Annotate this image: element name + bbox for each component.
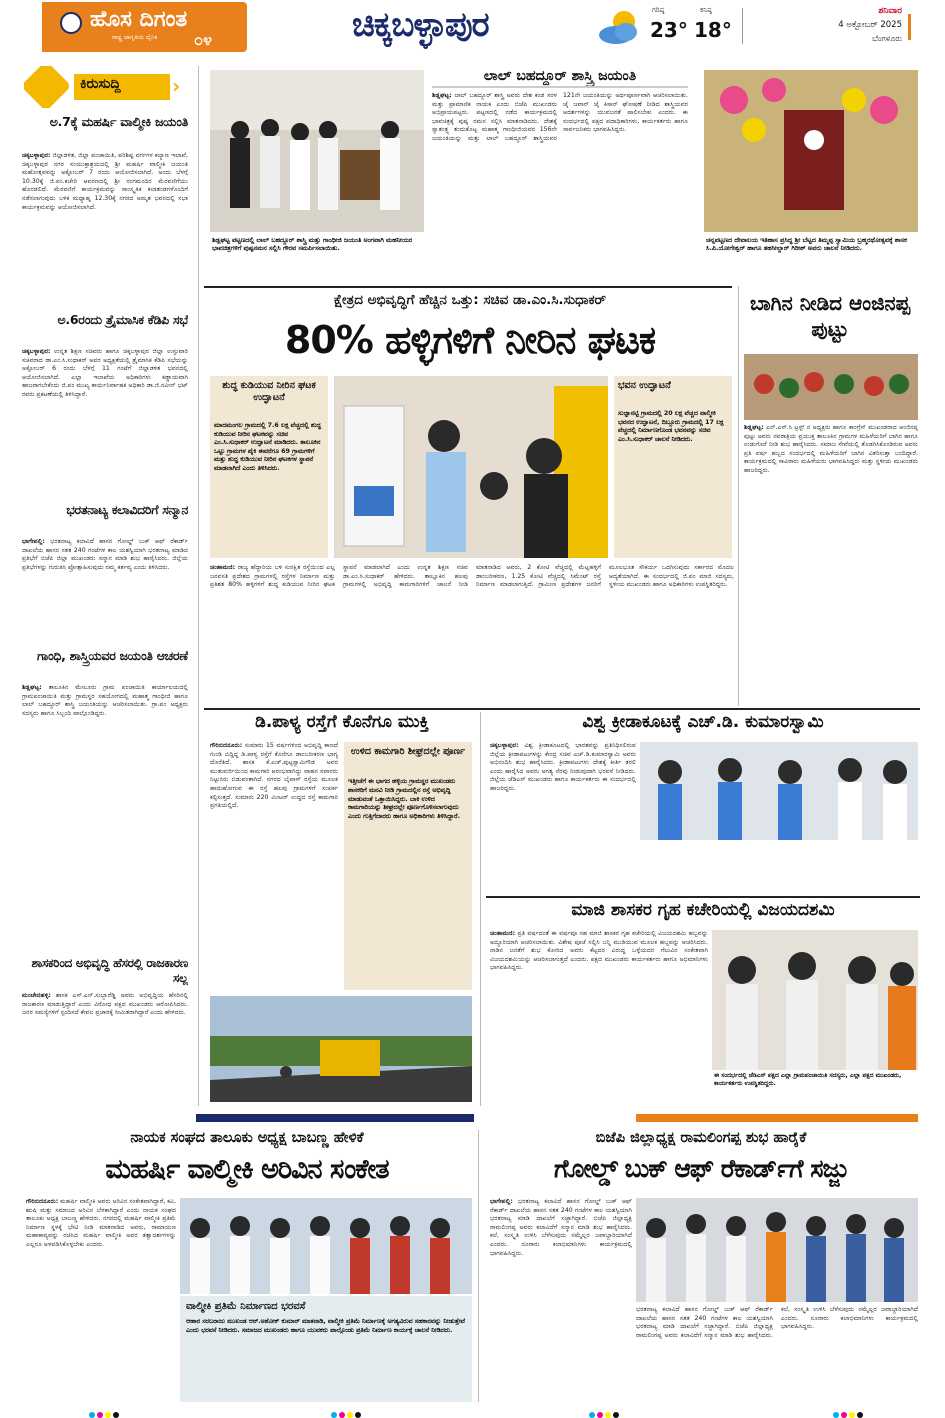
photo-shastri-jayanti [210, 70, 424, 232]
brief-body [22, 684, 188, 944]
photo-dasara-office [712, 930, 918, 1070]
finger-icon [24, 66, 71, 108]
story-dateline: ಗೌರಿಬಿದನೂರು: [26, 1198, 59, 1205]
story-text: ವಿಶ್ವ ಕ್ರೀಡಾಕೂಟದಲ್ಲಿ ಭಾರತವನ್ನು ಪ್ರತಿನಿಧಿಸಲಿರುವ ಜಿಲ್ಲೆಯ ಕ್ರೀಡಾಪಟುಗಳನ್ನು ಕೇಂದ್ರ ಸಚಿವ ಎಚ್.ಡಿ.ಕುಮಾರಸ್ವಾಮಿ ಅವರು ಅಭಿನಂದಿಸಿ ಶುಭ ಹಾರೈಸಿದರು. ಕ್ರೀಡಾಪಟುಗಳು ದೇಶಕ್ಕೆ ಕೀರ್ತಿ ತರಲಿ ಎಂದು ಹಾರೈಸಿದ ಅವರು ಅಗತ್ಯ ನೆರವು ನೀಡುವುದಾಗಿ ಭರವಸೆ ನೀಡಿದರು. ಜಿಲ್ಲೆಯ ಜೆಡಿಎಸ್ ಮುಖಂಡರು ಹಾಗೂ ಕಾರ್ಯಕರ್ತರು ಈ ಸಂದರ್ಭದಲ್ಲಿ ಹಾಜರಿದ್ದರು. [490, 742, 636, 792]
valmiki-box [180, 1296, 472, 1402]
issue-day: ಶನಿವಾರ [878, 6, 902, 16]
bottom-right-body-left [490, 1198, 632, 1402]
brief-1 [22, 114, 188, 304]
brief-title: ಶಾಸಕರಿಂದ ಅಭಿವೃದ್ಧಿ ಹೆಸರಲ್ಲಿ ರಾಜಕಾರಣ ಸಲ್ಲ [31, 956, 188, 985]
brief-2 [22, 312, 188, 492]
photo-sports-kumaraswamy [640, 742, 918, 840]
lead-box-water-unit [210, 376, 328, 558]
brief-body [22, 152, 188, 302]
photo-temple-chariot [704, 70, 918, 232]
masthead-side-bar [908, 14, 911, 40]
brief-title: ಭರತನಾಟ್ಯ ಕಲಾವಿದರಿಗೆ ಸನ್ಮಾನ [66, 502, 188, 517]
brief-body [22, 538, 188, 646]
sidebar [22, 66, 192, 1106]
brief-body [22, 992, 188, 1102]
road-box [344, 742, 472, 990]
brief-text: ಶಾಸಕ ಎಸ್.ಎನ್.ಸುಬ್ಬಾರೆಡ್ಡಿ ಅವರು ಅಭಿವೃದ್ಧಿಯ ಹೆಸರಿನಲ್ಲಿ ರಾಜಕಾರಣ ಮಾಡುತ್ತಿದ್ದಾರೆ ಎಂದು ವಿರೋಧ ಪಕ್ಷದ ಮುಖಂಡರು ಆರೋಪಿಸಿದರು. ಜನರ ಸಮಸ್ಯೆಗಳಿಗೆ ಸ್ಪಂದಿಸದೆ ಕೇವಲ ಪ್ರಚಾರಕ್ಕೆ ಸೀಮಿತರಾಗಿದ್ದಾರೆ ಎಂದು ಹೇಳಿದರು. [22, 992, 188, 1017]
brief-text: ತಾಲೂಕಿನ ಮೇಲೂರು ಗ್ರಾಮ ಪಂಚಾಯಿತಿ ಕಾರ್ಯಾಲಯದಲ್ಲಿ ಗ್ರಾಮಪಂಚಾಯಿತಿ ಮತ್ತು ಗ್ರಾಮಸ್ಥರ ಸಹಯೋಗದಲ್ಲಿ ಮಹಾತ್ಮ ಗಾಂಧೀಜಿ ಹಾಗೂ ಲಾಲ್ ಬಹದ್ದೂರ್ ಶಾಸ್ತ್ರಿ ಜಯಂತಿಯನ್ನು ಆಚರಿಸಲಾಯಿತು. ಗ್ರಾ.ಪಂ ಅಧ್ಯಕ್ಷರು ಸದಸ್ಯರು ಹಾಗೂ ಸಿಬ್ಬಂದಿ ಪಾಲ್ಗೊಂಡಿದ್ದರು. [22, 684, 188, 717]
section-band-right [636, 1114, 918, 1122]
photo-road-work [210, 996, 472, 1102]
brief-dateline: ಮಂಚೇನಹಳ್ಳಿ: [22, 992, 51, 999]
right-column-divider [738, 286, 739, 706]
headline-shastri: ಲಾಲ್ ಬಹದ್ದೂರ್ ಶಾಸ್ತ್ರಿ ಜಯಂತಿ [432, 68, 688, 88]
box-title: ಉಳಿದ ಕಾಮಗಾರಿ ಶೀಘ್ರದಲ್ಲೇ ಪೂರ್ಣ [350, 746, 466, 757]
story-text: ರಾಜ್ಯ ಹೆದ್ದಾರಿಯ ಬಳಿ ಸುರಕ್ಷಿತ ರಸ್ತೆಯಿಂದ ಎಲ್ಲ ಜನವಸತಿ ಪ್ರದೇಶದ ಗ್ರಾಮಗಳಲ್ಲಿ ರಸ್ತೆಗಳ ನಿರ್ಮಾಣ ಮತ್ತು ಪ್ರತಿಶತ 80% ಹಳ್ಳಿಗಳಿಗೆ ಶುದ್ಧ ಕುಡಿಯುವ ನೀರಿನ ಘಟಕ ಸ್ಥಾಪನೆ ಮಾಡಲಾಗಿದೆ ಎಂದು ಉನ್ನತ ಶಿಕ್ಷಣ ಸಚಿವ ಡಾ.ಎಂ.ಸಿ.ಸುಧಾಕರ್ ಹೇಳಿದರು. ತಾಲ್ಲೂಕಿನ ಹಲವು ಗ್ರಾಮಗಳಲ್ಲಿ ಅಭಿವೃದ್ಧಿ ಕಾಮಗಾರಿಗಳಿಗೆ ಚಾಲನೆ ನೀಡಿ ಮಾತನಾಡಿದ ಅವರು, 2 ಕೋಟಿ ವೆಚ್ಚದಲ್ಲಿ ಮೆಟ್ಲಹಳ್ಳಿಗೆ ಡಾಂಬರೀಕರಣ, 1.25 ಕೋಟಿ ವೆಚ್ಚದಲ್ಲಿ ಸಿಮೆಂಟ್ ರಸ್ತೆ ನಿರ್ಮಾಣ ಮಾಡಲಾಗುತ್ತಿದೆ. ಗ್ರಾಮೀಣ ಪ್ರದೇಶಗಳ ಜನರಿಗೆ ಮೂಲಭೂತ ಸೌಕರ್ಯ ಒದಗಿಸುವುದು ಸರ್ಕಾರದ ಮೊದಲ ಆದ್ಯತೆಯಾಗಿದೆ. ಈ ಸಂದರ್ಭದಲ್ಲಿ ಜಿ.ಪಂ ಮಾಜಿ ಸದಸ್ಯರು, ಸ್ಥಳೀಯ ಮುಖಂಡರು ಹಾಗೂ ಅಧಿಕಾರಿಗಳು ಉಪಸ್ಥಿತರಿದ್ದರು. [210, 564, 734, 589]
brief-dateline: ಭಾಗೇಪಲ್ಲಿ: [22, 538, 45, 545]
caption-shastri-photo: ಶಿಡ್ಲಘಟ್ಟ ಪಟ್ಟಣದಲ್ಲಿ ಲಾಲ್ ಬಹದ್ದೂರ್ ಶಾಸ್ತ್ರಿ ಮತ್ತು ಗಾಂಧೀಜಿ ಜಯಂತಿ ಅಂಗವಾಗಿ ಮಹನೀಯರ ಭಾವಚಿತ್ರಗಳಿಗೆ ಪುಷ್ಪನಮನ ಸಲ್ಲಿಸಿ ಗೌರವ ಸಮರ್ಪಿಸಲಾಯಿತು. [212, 236, 413, 253]
story-road-body [210, 742, 338, 990]
story-dateline: ಶಿಡ್ಲಘಟ್ಟ: [432, 92, 452, 99]
bottom-right-kicker: ಬಿಜೆಪಿ ಜಿಲ್ಲಾಧ್ಯಕ್ಷ ರಾಮಲಿಂಗಪ್ಪ ಶುಭ ಹಾರೈಕೆ [595, 1130, 807, 1146]
brief-text: ಜಿಲ್ಲಾಡಳಿತ, ಜಿಲ್ಲಾ ಪಂಚಾಯಿತಿ, ಪರಿಶಿಷ್ಟ ವರ್ಗಗಳ ಕಲ್ಯಾಣ ಇಲಾಖೆ, ಚಿಕ್ಕಬಳ್ಳಾಪುರ ನಗರ ಸಂಯುಕ್ತಾಶ್ರಯದಲ್ಲಿ ಶ್ರೀ ಮಹರ್ಷಿ ವಾಲ್ಮೀಕಿ ಜಯಂತಿ ಮಹೋತ್ಸವವನ್ನು ಅಕ್ಟೋಬರ್ 7 ರಂದು ಆಯೋಜಿಸಲಾಗಿದೆ. ಅಂದು ಬೆಳಗ್ಗೆ 10.30ಕ್ಕೆ ಜಿ.ಪಂ.ಕಚೇರಿ ಆವರಣದಲ್ಲಿ ಶ್ರೀ ರಂಗಮಂದಿರ ಮೆರವಣಿಗೆಯು ಹೊರಡಲಿದೆ. ಮೆರವಣಿಗೆ ಕಾರ್ಯಕ್ರಮವನ್ನು ಸಾಂಸ್ಕೃತಿಕ ಕಲಾತಂಡಗಳೊಂದಿಗೆ ನಡೆಸಲಾಗುವುದು ಬಳಿಕ ಮಧ್ಯಾಹ್ನ 12.30ಕ್ಕೆ ನಗರದ ಅಮೃತ ಭವನದಲ್ಲಿ ಸಭಾ ಕಾರ್ಯಕ್ರಮವನ್ನು ಆಯೋಜಿಸಲಾಗಿದೆ. [22, 152, 188, 211]
story-dateline: ಚಿಕ್ಕಬಳ್ಳಾಪುರ: [490, 742, 519, 749]
bottom-right-headline: ಗೋಲ್ಡ್ ಬುಕ್ ಆಫ್ ರೆಕಾರ್ಡ್‌ಗೆ ಸಜ್ಜು [554, 1154, 848, 1183]
story-text: ಭರತನಾಟ್ಯ ಕಲಾವಿದೆ ಹಾಸನ ಗೋಲ್ಡ್ ಬುಕ್ ಆಫ್ ರೆಕಾರ್ಡ್ ದಾಖಲೆಯ ಹಾಸನ ಸತತ 240 ಗಂಟೆಗಳ ಕಾಲ ಯಶಸ್ವಿಯಾಗಿ ಭರತನಾಟ್ಯ ಮಾಡಿ ದಾಖಲೆಗೆ ಸಜ್ಜಾಗಿದ್ದಾರೆ. ಬಿಜೆಪಿ ಜಿಲ್ಲಾಧ್ಯಕ್ಷ ರಾಮಲಿಂಗಪ್ಪ ಅವರು ಕಲಾವಿದೆಗೆ ಸನ್ಮಾನ ಮಾಡಿ ಶುಭ ಹಾರೈಸಿದರು. ಕಲೆ, ಸಂಸ್ಕೃತಿ ಉಳಿಸಿ ಬೆಳೆಸುವುದು ನಮ್ಮೆಲ್ಲರ ಜವಾಬ್ದಾರಿಯಾಗಿದೆ ಎಂದರು. ನೂರಾರು ಕಲಾಭಿಮಾನಿಗಳು ಕಾರ್ಯಕ್ರಮದಲ್ಲಿ ಭಾಗವಹಿಸಿದ್ದರು. [490, 1198, 632, 1257]
story-dateline: ಚಿಂತಾಮಣಿ: [490, 930, 516, 937]
masthead-divider [742, 8, 743, 44]
sports-dasara-divider [486, 896, 920, 898]
brief-3 [22, 502, 188, 650]
story-text: ಎನ್.ಎಸ್.ಸಿ ಟ್ರಸ್ಟ್ ನ ಅಧ್ಯಕ್ಷರು ಹಾಗೂ ಕಾಂಗ್ರೆಸ್ ಮುಖಂಡರಾದ ಆಂಜಿನಪ್ಪ ಪುಟ್ಟು ಅವರು ನವರಾತ್ರಿಯ ಪ್ರಯುಕ್ತ ತಾಲೂಕಿನ ಗ್ರಾಮಗಳ ಮಹಿಳೆಯರಿಗೆ ಬಾಗಿನ ಹಾಗೂ ಉಡುಗೊರೆ ನೀಡಿ ಶುಭ ಹಾರೈಸಿದರು. ಸಮಾಜ ಸೇವೆಯಲ್ಲಿ ತೊಡಗಿಸಿಕೊಂಡಿರುವ ಅವರು ಪ್ರತಿ ವರ್ಷ ಹಬ್ಬದ ಸಂದರ್ಭದಲ್ಲಿ ಮಹಿಳೆಯರಿಗೆ ಬಾಗಿನ ವಿತರಿಸುತ್ತಾ ಬಂದಿದ್ದಾರೆ. ಕಾರ್ಯಕ್ರಮದಲ್ಲಿ ಸಾವಿರಾರು ಮಹಿಳೆಯರು ಭಾಗವಹಿಸಿದ್ದರು ಮತ್ತು ಸ್ಥಳೀಯ ಮುಖಂಡರು ಹಾಜರಿದ್ದರು. [744, 424, 918, 474]
bottom-left-kicker: ನಾಯಕ ಸಂಘದ ತಾಲೂಕು ಅಧ್ಯಕ್ಷ ಬಾಬಣ್ಣ ಹೇಳಿಕೆ [130, 1130, 364, 1146]
brief-dateline: ಚಿಕ್ಕಬಳ್ಳಾಪುರ: [22, 152, 51, 159]
brief-dateline: ಚಿಕ್ಕಬಳ್ಳಾಪುರ: [22, 348, 51, 355]
box-title: ಶುದ್ಧ ಕುಡಿಯುವ ನೀರಿನ ಘಟಕ ಉದ್ಘಾಟನೆ [222, 380, 316, 403]
caption-temple-photo: ಚನ್ನಪಟ್ಟಣದ ದೇವಾಲಯ ಇತಿಹಾಸ ಪ್ರಸಿದ್ಧ ಶ್ರೀ ಬೆಟ್ಟದ ತಿಮ್ಮಪ್ಪ ಸ್ವಾಮಿಯ ಬ್ರಹ್ಮರಥೋತ್ಸವಕ್ಕೆ ಶಾಸಕ ಸಿ.ಪಿ.ಯೋಗೇಶ್ವರ್ ಹಾಗೂ ತಹಸೀಲ್ದಾರ್ ಗಿರೀಶ್ ಅವರು ಚಾಲನೆ ನೀಡಿದರು. [706, 236, 907, 253]
story-text: ಭರತನಾಟ್ಯ ಕಲಾವಿದೆ ಹಾಸನ ಗೋಲ್ಡ್ ಬುಕ್ ಆಫ್ ರೆಕಾರ್ಡ್ ದಾಖಲೆಯ ಹಾಸನ ಸತತ 240 ಗಂಟೆಗಳ ಕಾಲ ಯಶಸ್ವಿಯಾಗಿ ಭರತನಾಟ್ಯ ಮಾಡಿ ದಾಖಲೆಗೆ ಸಜ್ಜಾಗಿದ್ದಾರೆ. ಬಿಜೆಪಿ ಜಿಲ್ಲಾಧ್ಯಕ್ಷ ರಾಮಲಿಂಗಪ್ಪ ಅವರು ಕಲಾವಿದೆಗೆ ಸನ್ಮಾನ ಮಾಡಿ ಶುಭ ಹಾರೈಸಿದರು. ಕಲೆ, ಸಂಸ್ಕೃತಿ ಉಳಿಸಿ ಬೆಳೆಸುವುದು ನಮ್ಮೆಲ್ಲರ ಜವಾಬ್ದಾರಿಯಾಗಿದೆ ಎಂದರು. ನೂರಾರು ಕಲಾಭಿಮಾನಿಗಳು ಕಾರ್ಯಕ್ರಮದಲ್ಲಿ ಭಾಗವಹಿಸಿದ್ದರು. [636, 1306, 918, 1339]
photo-bagina-distribution [744, 354, 918, 420]
lead-story-body [210, 564, 734, 702]
story-dateline: ಶಿಡ್ಲಘಟ್ಟ: [744, 424, 764, 431]
box-title: ಭವನ ಉದ್ಘಾಟನೆ [618, 380, 671, 391]
paper-logo-bulb-icon [60, 12, 82, 34]
paper-name: ಹೊಸ ದಿಗಂತ [90, 7, 188, 32]
caption-dasara-photo: ಈ ಸಂದರ್ಭದಲ್ಲಿ ಜೆಡಿಎಸ್ ಪಕ್ಷದ ಎಲ್ಲಾ ಗ್ರಾಮಪಂಚಾಯಿತಿ ಸದಸ್ಯರು, ಎಲ್ಲಾ ಪಕ್ಷದ ಮುಖಂಡರು, ಕಾರ್ಯಕರ್ತರು ಉಪಸ್ಥಿತರಿದ್ದರು. [714, 1072, 902, 1087]
issue-date: 4 ಅಕ್ಟೋಬರ್ 2025 [838, 20, 902, 30]
brief-title: ಗಾಂಧಿ, ಶಾಸ್ತ್ರಿಯವರ ಜಯಂತಿ ಆಚರಣೆ [36, 648, 188, 663]
paper-logo-band [42, 2, 247, 52]
bottom-left-headline: ಮಹರ್ಷಿ ವಾಲ್ಮೀಕಿ ಅರಿವಿನ ಸಂಕೇತ [105, 1154, 389, 1185]
box-text: ಇತ್ತೀಚೆಗೆ ಈ ಭಾಗದ ಹಳ್ಳಿಯ ಗ್ರಾಮಸ್ಥರ ಮುಖಂಡರು ಶಾಸಕರಿಗೆ ಮನವಿ ನೀಡಿ ಗ್ರಾಮದಲ್ಲಿನ ರಸ್ತೆ ಅಭಿವೃದ್ಧಿ ಮಾಡುವಂತೆ ಒತ್ತಾಯಿಸಿದ್ದರು. ಬಾಕಿ ಉಳಿದ ಕಾಮಗಾರಿಯನ್ನು ಶೀಘ್ರದಲ್ಲೇ ಪೂರ್ಣಗೊಳಿಸಲಾಗುವುದು ಎಂದು ಗುತ್ತಿಗೆದಾರರು ಹಾಗೂ ಅಧಿಕಾರಿಗಳು ತಿಳಿಸಿದ್ದಾರೆ. [348, 778, 460, 821]
story-text: ಪ್ರತಿ ವರ್ಷದಂತೆ ಈ ವರ್ಷವೂ ಸಹ ಮಾಜಿ ಶಾಸಕರ ಗೃಹ ಕಚೇರಿಯಲ್ಲಿ ವಿಜಯದಶಮಿ ಹಬ್ಬವನ್ನು ಅದ್ದೂರಿಯಾಗಿ ಆಚರಿಸಲಾಯಿತು. ವಿಶೇಷ ಪೂಜೆ ಸಲ್ಲಿಸಿ ಬನ್ನಿ ಮುಡಿಯುವ ಮೂಲಕ ಹಬ್ಬವನ್ನು ಆಚರಿಸಿದರು. ನಾಡಿನ ಜನತೆಗೆ ಶುಭ ಕೋರಿದ ಅವರು ಕೆಟ್ಟದರ ವಿರುದ್ಧ ಒಳ್ಳೆಯದರ ಗೆಲುವಿನ ಸಂಕೇತವಾಗಿ ವಿಜಯದಶಮಿಯನ್ನು ಆಚರಿಸಲಾಗುತ್ತದೆ ಎಂದರು. ಪಕ್ಷದ ಮುಖಂಡರು ಕಾರ್ಯಕರ್ತರು ಹಾಗೂ ಅಭಿಮಾನಿಗಳು ಭಾಗವಹಿಸಿದ್ದರು. [490, 930, 708, 972]
sidebar-divider [198, 66, 199, 1106]
brief-body [22, 348, 188, 488]
chevron-right-icon: › [172, 74, 181, 98]
issue-city: ಬೆಂಗಳೂರು [872, 34, 902, 43]
bottom-divider [478, 1130, 479, 1402]
box-title: ವಾಲ್ಮೀಕಿ ಪ್ರತಿಮೆ ನಿರ್ಮಾಣದ ಭರವಸೆ [186, 1301, 306, 1312]
max-temp: 23° [650, 18, 688, 42]
brief-4 [22, 648, 188, 948]
district-name: ಚಿಕ್ಕಬಳ್ಳಾಪುರ [352, 5, 489, 45]
masthead [0, 0, 945, 54]
story-sports-body [490, 742, 636, 890]
page-number: ೦೪ [194, 30, 212, 49]
headline-dasara: ಮಾಜಿ ಶಾಸಕರ ಗೃಹ ಕಚೇರಿಯಲ್ಲಿ ವಿಜಯದಶಮಿ [571, 900, 835, 920]
headline-sports: ವಿಶ್ವ ಕ್ರೀಡಾಕೂಟಕ್ಕೆ ಎಚ್.ಡಿ. ಕುಮಾರಸ್ವಾಮಿ [582, 712, 824, 732]
lead-kicker: ಕ್ಷೇತ್ರದ ಅಭಿವೃದ್ಧಿಗೆ ಹೆಚ್ಚಿನ ಒತ್ತು: ಸಚಿವ ಡಾ.ಎಂ.ಸಿ.ಸುಧಾಕರ್ [333, 292, 607, 308]
story-dateline: ಗೌರಿಬಿದನೂರು: [210, 742, 243, 749]
paper-tagline: ರಾಷ್ಟ್ರ ಜಾಗೃತಿಯ ದೈನಿಕ [112, 34, 158, 41]
brief-title: ಅ.6ರಂದು ತ್ರೈಮಾಸಿಕ ಕೆಡಿಪಿ ಸಭೆ [57, 312, 188, 327]
story-shastri-body [432, 92, 688, 272]
story-text: ಸುಮಾರು 15 ವರ್ಷಗಳಿಂದ ಅಭಿವೃದ್ಧಿ ಕಾಣದೆ ಗುಂಡಿ ಬಿದ್ದಿದ್ದ ಡಿ.ಪಾಳ್ಯ ರಸ್ತೆಗೆ ಕೊನೆಗೂ ಡಾಂಬರೀಕರಣ ಭಾಗ್ಯ ದೊರೆತಿದೆ. ಶಾಸಕ ಕೆ.ಎಚ್.ಪುಟ್ಟಸ್ವಾಮಿಗೌಡ ಅವರ ಮುತುವರ್ಜಿಯಿಂದ ಕಾಮಗಾರಿ ಆರಂಭವಾಗಿದ್ದು ವಾಹನ ಸವಾರರು ನಿಟ್ಟುಸಿರು ಬಿಡುವಂತಾಗಿದೆ. ನಗರದ ಬೈಪಾಸ್ ರಸ್ತೆಯ ಮೂಲಕ ಹಾದುಹೋಗುವ ಈ ರಸ್ತೆ ಹಲವು ಗ್ರಾಮಗಳಿಗೆ ಸಂಪರ್ಕ ಕಲ್ಪಿಸುತ್ತದೆ. ಸುಮಾರು 220 ಮೀಟರ್ ಉದ್ದದ ರಸ್ತೆ ಕಾಮಗಾರಿ ಪ್ರಗತಿಯಲ್ಲಿದೆ. [210, 742, 338, 810]
lead-headline: 80% ಹಳ್ಳಿಗಳಿಗೆ ನೀರಿನ ಘಟಕ [284, 318, 656, 362]
story-text: ಲಾಲ್ ಬಹದ್ದೂರ್ ಶಾಸ್ತ್ರಿ ಅವರು ದೇಶ ಕಂಡ ಸರಳ ಮತ್ತು ಪ್ರಾಮಾಣಿಕ ನಾಯಕ ಎಂದು ಬಿಜೆಪಿ ಮುಖಂಡರು ಅಭಿಪ್ರಾಯಪಟ್ಟರು. ಪಟ್ಟಣದಲ್ಲಿ ನಡೆದ ಕಾರ್ಯಕ್ರಮದಲ್ಲಿ ಭಾವಚಿತ್ರಕ್ಕೆ ಪುಷ್ಪ ನಮನ ಸಲ್ಲಿಸಿ ಮಾತನಾಡಿದರು. ದೇಶಕ್ಕೆ ಸ್ವಾತಂತ್ರ್ಯ ತಂದುಕೊಟ್ಟ ಮಹಾತ್ಮ ಗಾಂಧೀಜಿಯವರ 156ನೇ ಜಯಂತಿಯನ್ನು ಮತ್ತು ಲಾಲ್ ಬಹದ್ದೂರ್ ಶಾಸ್ತ್ರಿಯವರ 121ನೇ ಜಯಂತಿಯನ್ನು ಅರ್ಥಪೂರ್ಣವಾಗಿ ಆಚರಿಸಲಾಯಿತು. ಜೈ ಜವಾನ್ ಜೈ ಕಿಸಾನ್ ಘೋಷಣೆ ನೀಡಿದ ಶಾಸ್ತ್ರಿಯವರ ಆದರ್ಶಗಳನ್ನು ಯುವಜನತೆ ಪಾಲಿಸಬೇಕು ಎಂದರು. ಈ ಸಂದರ್ಭದಲ್ಲಿ ಪಕ್ಷದ ಪದಾಧಿಕಾರಿಗಳು, ಕಾರ್ಯಕರ್ತರು ಹಾಗೂ ಸಾರ್ವಜನಿಕರು ಭಾಗವಹಿಸಿದ್ದರು. [432, 92, 688, 142]
story-dateline: ಚಿಂತಾಮಣಿ: [210, 564, 236, 571]
brief-text: ಉನ್ನತ ಶಿಕ್ಷಣ ಸಚಿವರು ಹಾಗೂ ಚಿಕ್ಕಬಳ್ಳಾಪುರ ಜಿಲ್ಲಾ ಉಸ್ತುವಾರಿ ಸಚಿವರಾದ ಡಾ.ಎಂ.ಸಿ.ಸುಧಾಕರ್ ಅವರ ಅಧ್ಯಕ್ಷತೆಯಲ್ಲಿ ತ್ರೈಮಾಸಿಕ ಕೆಡಿಪಿ ಸಭೆಯನ್ನು ಅಕ್ಟೋಬರ್ 6 ರಂದು ಬೆಳಗ್ಗೆ 11 ಗಂಟೆಗೆ ಜಿಲ್ಲಾಡಳಿತ ಭವನದಲ್ಲಿ ಆಯೋಜಿಸಲಾಗಿದೆ. ಎಲ್ಲಾ ಇಲಾಖೆಯ ಅಧಿಕಾರಿಗಳು ಕಡ್ಡಾಯವಾಗಿ ಹಾಜರಾಗಬೇಕೆಂದು ಜಿ.ಪಂ ಮುಖ್ಯ ಕಾರ್ಯನಿರ್ವಾಹಕ ಅಧಿಕಾರಿ ಡಾ.ಜಿ.ನವೀನ್ ಭಟ್ ರವರು ಪ್ರಕಟಣೆಯಲ್ಲಿ ತಿಳಿಸಿದ್ದಾರೆ. [22, 348, 188, 398]
photo-gold-book-record [636, 1198, 918, 1302]
max-temp-label: ಗರಿಷ್ಠ [652, 6, 665, 14]
bottom-left-body [26, 1198, 176, 1402]
section-band-left [196, 1114, 474, 1122]
brief-dateline: ಶಿಡ್ಲಘಟ್ಟ: [22, 684, 42, 691]
brief-text: ಭರತನಾಟ್ಯ ಕಲಾವಿದೆ ಹಾಸನ ಗೋಲ್ಡ್ ಬುಕ್ ಆಫ್ ರೆಕಾರ್ಡ್ ದಾಖಲೆಯ ಹಾಸನ ಸತತ 240 ಗಂಟೆಗಳ ಕಾಲ ಯಶಸ್ವಿಯಾಗಿ ಭರತನಾಟ್ಯ ಮಾಡಿದ ಪ್ರತಿಭೆಗೆ ಬಿಜೆಪಿ ಜಿಲ್ಲಾ ಮುಖಂಡರು ಸನ್ಮಾನ ಮಾಡಿ ಶುಭ ಹಾರೈಸಿದರು. ಜಿಲ್ಲೆಯ ಪ್ರತಿಭೆಗಳನ್ನು ಗುರುತಿಸಿ ಪ್ರೋತ್ಸಾಹಿಸುವುದು ನಮ್ಮ ಕರ್ತವ್ಯ ಎಂದು ತಿಳಿಸಿದರು. [22, 538, 188, 571]
story-dateline: ಭಾಗೇಪಲ್ಲಿ: [490, 1198, 513, 1205]
headline-road: ಡಿ.ಪಾಳ್ಯ ರಸ್ತೆಗೆ ಕೊನೆಗೂ ಮುಕ್ತಿ [255, 712, 429, 732]
story-bagina-body [744, 424, 918, 702]
headline-bagina: ಬಾಗಿನ ನೀಡಿದ ಆಂಜಿನಪ್ಪ ಪುಟ್ಟು [749, 291, 911, 341]
min-temp-label: ಕನಿಷ್ಠ [700, 6, 712, 14]
mid-divider [204, 708, 920, 710]
road-sports-divider [480, 712, 481, 1106]
registration-marks [0, 1406, 945, 1418]
box-text: ಮಾದಮಂಗಲ ಗ್ರಾಮದಲ್ಲಿ 7.6 ಲಕ್ಷ ವೆಚ್ಚದಲ್ಲಿ ಶುದ್ಧ ಕುಡಿಯುವ ನೀರಿನ ಘಟಕವನ್ನು ಸಚಿವ ಎಂ.ಸಿ.ಸುಧಾಕರ್ ಉದ್ಘಾಟನೆ ಮಾಡಿದರು. ತಾಲೂಕಿನ ಒಟ್ಟು ಗ್ರಾಮಗಳ ಪೈಕಿ ಈವರೆಗೂ 69 ಗ್ರಾಮಗಳಿಗೆ ಮತ್ತು ಶುದ್ಧ ಕುಡಿಯುವ ನೀರಿನ ಘಟಕಗಳ ಸ್ಥಾಪನೆ ಮಾಡಲಾಗಿದೆ ಎಂದು ತಿಳಿಸಿದರು. [214, 422, 321, 472]
kiru-suddi-badge [24, 66, 192, 108]
box-text: ಸುಜ್ಞಾನಟ್ಟಿ ಗ್ರಾಮದಲ್ಲಿ 20 ಲಕ್ಷ ವೆಚ್ಚದ ವಾಲ್ಮೀಕಿ ಭವನದ ಉದ್ಘಾಟನೆ, ದಿಬ್ಬೂರು ಗ್ರಾಮದಲ್ಲಿ 17 ಲಕ್ಷ ವೆಚ್ಚದಲ್ಲಿ ನಿರ್ಮಾಣಗೊಂಡ ಭವನವನ್ನು ಸಚಿವ ಎಂ.ಸಿ.ಸುಧಾಕರ್ ಚಾಲನೆ ನೀಡಿದರು. [618, 410, 724, 443]
min-temp: 18° [694, 18, 732, 42]
brief-title: ಅ.7ಕ್ಕೆ ಮಹರ್ಷಿ ವಾಲ್ಮೀಕಿ ಜಯಂತಿ [49, 114, 188, 129]
bottom-right-body-right [636, 1306, 918, 1402]
story-dasara-body [490, 930, 708, 1106]
photo-water-unit-inauguration [334, 376, 608, 558]
story-text: ಮಹರ್ಷಿ ವಾಲ್ಮೀಕಿ ಅವರು ಅರಿವಿನ ಸಂಕೇತವಾಗಿದ್ದಾರೆ, ಕವಿ, ಋಷಿ ಮತ್ತು ಸಮಾಜದ ಅರಿವಿನ ಬೆಳಕಾಗಿದ್ದಾರೆ ಎಂದು ನಾಯಕ ಸಂಘದ ತಾಲೂಕು ಅಧ್ಯಕ್ಷ ಬಾಬಣ್ಣ ಹೇಳಿದರು. ನಗರದಲ್ಲಿ ಮಹರ್ಷಿ ವಾಲ್ಮೀಕಿ ಪ್ರತಿಮೆ ನಿರ್ಮಾಣ ಸ್ಥಳಕ್ಕೆ ಭೇಟಿ ನೀಡಿ ಮಾತನಾಡಿದ ಅವರು, ರಾಮಾಯಣ ಮಹಾಕಾವ್ಯವನ್ನು ರಚಿಸಿದ ಮಹರ್ಷಿ ವಾಲ್ಮೀಕಿ ಅವರ ತತ್ವಾದರ್ಶಗಳನ್ನು ಎಲ್ಲರೂ ಅಳವಡಿಸಿಕೊಳ್ಳಬೇಕು ಎಂದರು. [26, 1198, 176, 1248]
box-text: ಆಹಾರ ಸರಬರಾಜು ಮುಖಂಡ ಆರ್.ಅಶೋಕ್ ಕುಮಾರ್ ಮಾತನಾಡಿ, ವಾಲ್ಮೀಕಿ ಪ್ರತಿಮೆ ನಿರ್ಮಾಣಕ್ಕೆ ಅಗತ್ಯವಿರುವ ಸಹಕಾರವನ್ನು ನೀಡುತ್ತೇವೆ ಎಂದು ಭರವಸೆ ನೀಡಿದರು. ಸಮಾಜದ ಮುಖಂಡರು ಹಾಗೂ ಯುವಕರು ಪಾಲ್ಗೊಂಡು ಪ್ರತಿಮೆ ನಿರ್ಮಾಣ ಕಾರ್ಯಕ್ಕೆ ಚಾಲನೆ ನೀಡಿದರು. [186, 1318, 465, 1334]
section-label: ಕಿರುಸುದ್ದಿ [74, 74, 170, 100]
lead-box-bhavana [614, 376, 732, 558]
brief-5 [22, 956, 188, 1104]
top-divider [204, 286, 732, 288]
photo-valmiki-statue-site [180, 1198, 472, 1294]
weather-sun-cloud-icon [596, 6, 642, 48]
